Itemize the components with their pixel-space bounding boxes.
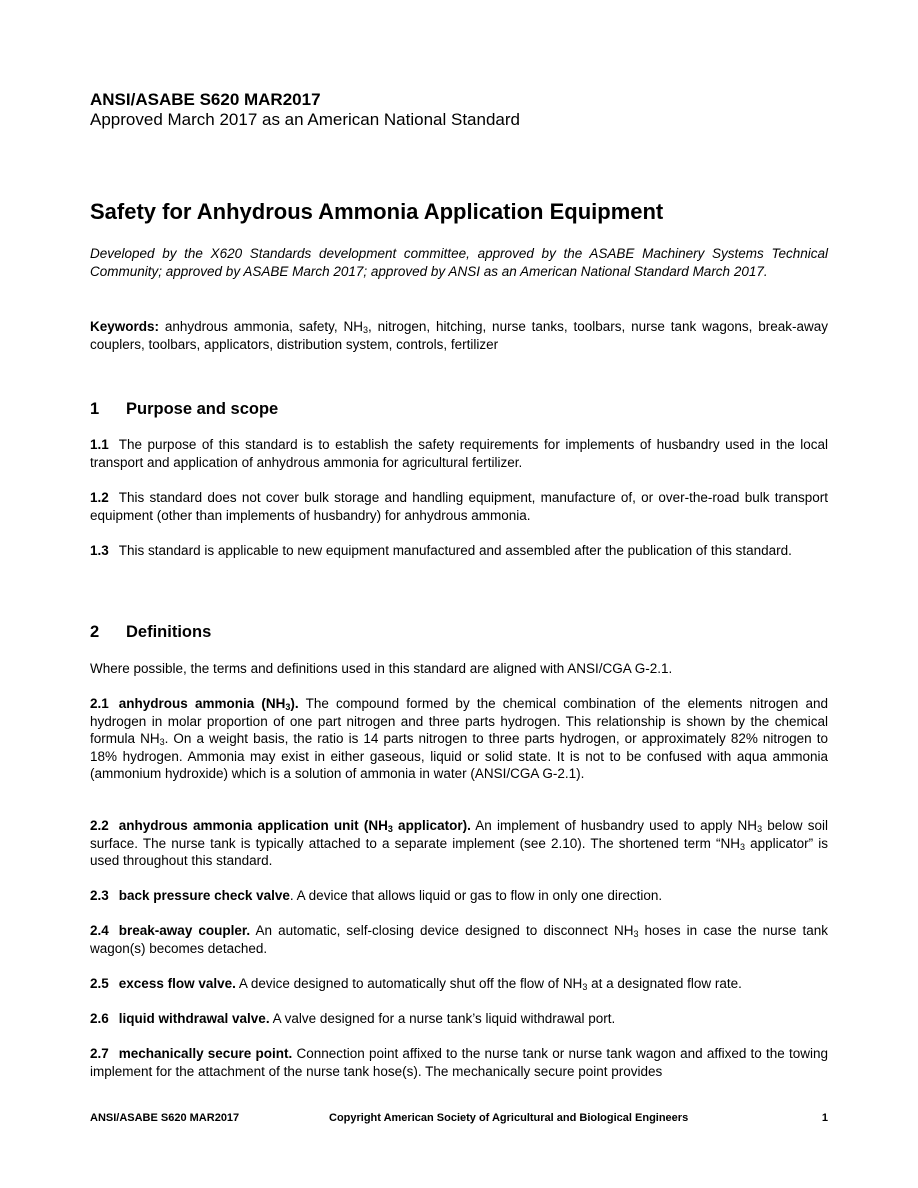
definition-2-7: 2.7 mechanically secure point. Connection point affixed to the nurse tank or nurse tank wagon and affixed to the towing implement for the attachment of the nurse tank hose(s). The mechanically secure point provides (90, 1046, 828, 1079)
definition-2-3: 2.3 back pressure check valve. A device that allows liquid or gas to flow in only one direction. (90, 888, 663, 903)
paragraph-1-2: 1.2 This standard does not cover bulk storage and handling equipment, manufacture of, or over-the-road bulk transport equipment (other than implements of husbandry) for anhydrous ammonia. (90, 490, 828, 523)
document-page (90, 90, 829, 1079)
document-title: Safety for Anhydrous Ammonia Application Equipment (90, 199, 664, 224)
section-1-heading: 1 Purpose and scope (90, 400, 279, 418)
definition-2-1: 2.1 anhydrous ammonia $(NH_3)$. The compound formed by the chemical combination of the elements nitrogen and hydrogen in molar proportion of one part nitrogen and three parts hydrogen. This relationship is shown by the chemical formula $NH_3$. On a weight basis, the ratio is 14 parts nitrogen to three parts hydrogen, or approximately 82% nitrogen to 18% hydrogen. Ammonia may exist in either gaseous, liquid or solid state. It is not to be confused with aqua ammonia (ammonium hydroxide) which is a solution of ammonia in water (ANSI/CGA G-2.1). (90, 696, 829, 781)
definition-2-5: 2.5 excess flow valve. A device designed to automatically shut off the flow of $NH_3$ at a designated flow rate. (90, 976, 742, 992)
definition-2-6: 2.6 liquid withdrawal valve. A valve designed for a nurse tank’s liquid withdrawal port. (90, 1011, 616, 1026)
footer-copyright: Copyright American Society of Agricultural and Biological Engineers (329, 1112, 689, 1124)
approval-line: Approved March 2017 as an American National Standard (90, 110, 520, 129)
definitions-intro: Where possible, the terms and definitions used in this standard are aligned with ANSI/CGA G-2.1. (90, 661, 673, 676)
keywords: Keywords: anhydrous ammonia, safety, $NH_3$, nitrogen, hitching, nurse tanks, toolbars, nurse tank wagons, break-away couplers, toolbars, applicators, distribution system, controls, fertilizer (90, 319, 828, 352)
page-footer (90, 1112, 828, 1128)
section-2-heading: 2 Definitions (90, 623, 212, 641)
standard-id: ANSI/ASABE S620 MAR2017 (90, 90, 321, 109)
definition-2-4: 2.4 break-away coupler. An automatic, self-closing device designed to disconnect $NH_3$ hoses in case the nurse tank wagon(s) becomes detached. (90, 923, 829, 956)
page-number: 1 (821, 1112, 828, 1124)
keywords-label: Keywords: (90, 319, 160, 334)
definition-2-2: 2.2 anhydrous ammonia application unit ($NH_3$ applicator). An implement of husbandry used to apply $NH_3$ below soil surface. The nurse tank is typically attached to a separate implement (see 2.10). The shortened term “$NH_3$ applicator” is used throughout this standard. (90, 818, 829, 868)
paragraph-1-1: 1.1 The purpose of this standard is to establish the safety requirements for implements of husbandry used in the local transport and application of anhydrous ammonia for agricultural fertilizer. (90, 437, 828, 470)
paragraph-1-3: 1.3 This standard is applicable to new equipment manufactured and assembled after the publication of this standard. (90, 543, 792, 558)
development-note: Developed by the X620 Standards development committee, approved by the ASABE Machinery Systems Technical Community; approved by ASABE March 2017; approved by ANSI as an American National Standard March 2017. (90, 246, 828, 279)
footer-standard-id: ANSI/ASABE S620 MAR2017 (90, 1112, 240, 1124)
